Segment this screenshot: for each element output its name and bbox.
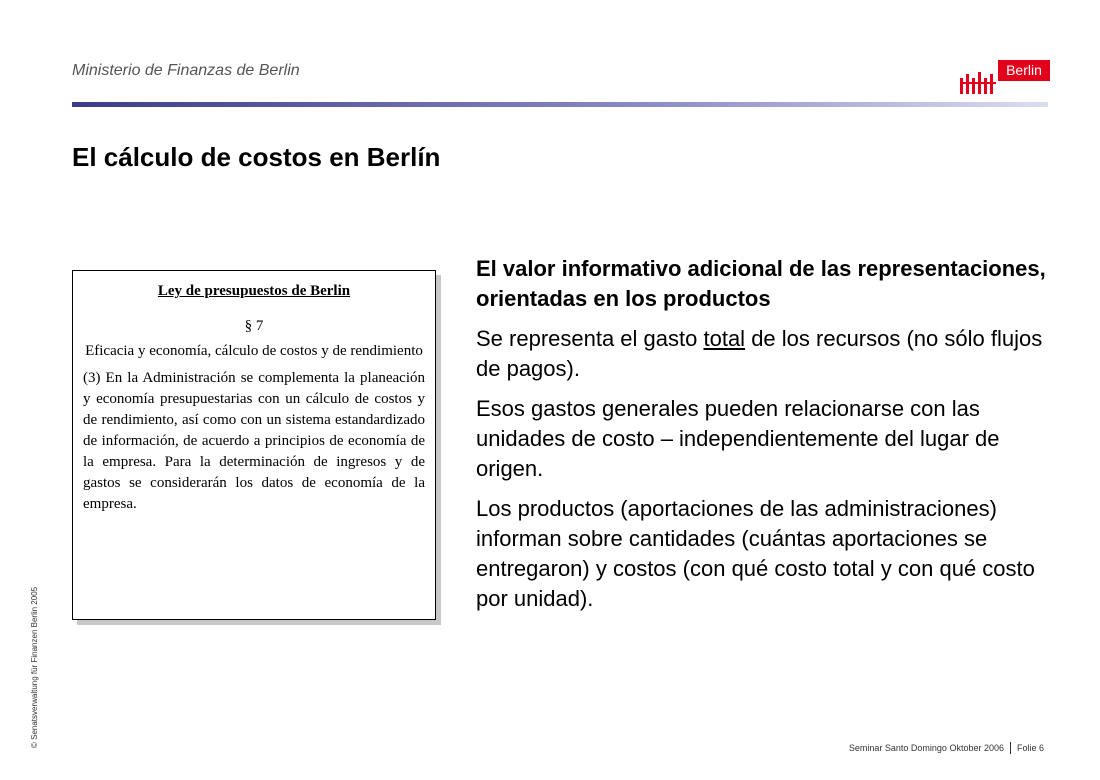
paragraph-products: Los productos (aportaciones de las administraciones) informan sobre cantidades (cuántas aportaciones se entregaron) y costos (con qué costo total y con qué costo por unidad).	[476, 496, 1035, 611]
footer-separator	[1010, 742, 1011, 754]
law-title: Ley de presupuestos de Berlin	[157, 283, 351, 299]
law-text: (3) En la Administración se complementa la planeación y economía presupuestarias con un cálculo de costos y de rendimiento, así como con un sistema estandardizado de información, de acuerdo a principios de economía de la empresa. Para la determinación de ingresos y de gastos se considerarán los datos de economía de la empresa.	[83, 370, 425, 512]
page-title: El cálculo de costos en Berlín	[72, 142, 441, 172]
p1-before: Se representa el gasto	[476, 326, 704, 351]
header-divider	[72, 102, 1048, 107]
law-excerpt-box	[72, 270, 436, 620]
ministry-name: Ministerio de Finanzas de Berlin	[72, 62, 300, 79]
paragraph-cost-units: Esos gastos generales pueden relacionarse con las unidades de costo – independientemente del lugar de origen.	[476, 396, 1000, 481]
law-paragraph-number: § 7	[244, 318, 264, 334]
logo-text: Berlin	[998, 60, 1050, 81]
paragraph-total-cost	[476, 324, 1046, 384]
footer-seminar: Seminar Santo Domingo Oktober 2006	[848, 743, 1004, 753]
p1-after: de los recursos (no sólo flujos de pagos).	[476, 326, 1043, 381]
p1-underlined: total	[703, 326, 746, 351]
law-heading: Eficacia y economía, cálculo de costos y de rendimiento	[85, 343, 423, 359]
copyright-note: © Senatsverwaltung für Finanzen Berlin 2005	[30, 586, 39, 748]
footer	[849, 742, 1044, 754]
right-column	[476, 254, 1046, 624]
berlin-bear-bars-icon	[960, 70, 998, 94]
right-heading: El valor informativo adicional de las representaciones, orientadas en los productos	[476, 256, 1046, 311]
berlin-logo	[960, 60, 1050, 94]
footer-slide-number: Folie 6	[1016, 743, 1044, 753]
